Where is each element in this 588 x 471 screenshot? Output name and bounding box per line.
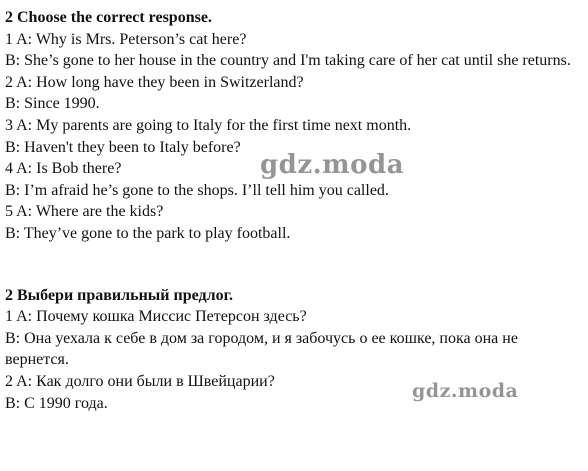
dialogue-line: 5 A: Where are the kids? [5, 203, 164, 221]
dialogue-line: B: Haven't they been to Italy before? [5, 138, 241, 156]
dialogue-line: 1 A: Why is Mrs. Peterson’s cat here? [5, 30, 247, 48]
dialogue-line: B: I’m afraid he’s gone to the shops. I’ll tell him you called. [5, 181, 389, 199]
dialogue-line: B: She’s gone to her house in the country and I'm taking care of her cat until she returns. [5, 52, 571, 70]
section-heading: 2 Choose the correct response. [5, 9, 212, 26]
section-spacer [5, 245, 585, 285]
dialogue-line: 2 A: How long have they been in Switzerland? [5, 73, 304, 91]
watermark-logo: gdz.moda [260, 150, 405, 180]
dialogue-line: 1 A: Почему кошка Миссис Петерсон здесь? [5, 308, 307, 326]
dialogue-line: B: They’ve gone to the park to play football. [5, 224, 291, 242]
dialogue-line: B: Она уехала к себе в дом за городом, и я забочусь о ее кошке, пока она не вернется. [5, 329, 518, 369]
dialogue-line: B: Since 1990. [5, 95, 100, 113]
document [5, 7, 585, 414]
dialogue-line: B: С 1990 года. [5, 394, 108, 412]
dialogue-line: 3 A: My parents are going to Italy for the first time next month. [5, 116, 412, 134]
dialogue-line: 2 A: Как долго они были в Швейцарии? [5, 372, 275, 390]
section-english [5, 7, 585, 245]
watermark-logo: gdz.moda [412, 380, 519, 402]
section-heading: 2 Выбери правильный предлог. [5, 286, 234, 304]
dialogue-line: 4 A: Is Bob there? [5, 160, 122, 178]
